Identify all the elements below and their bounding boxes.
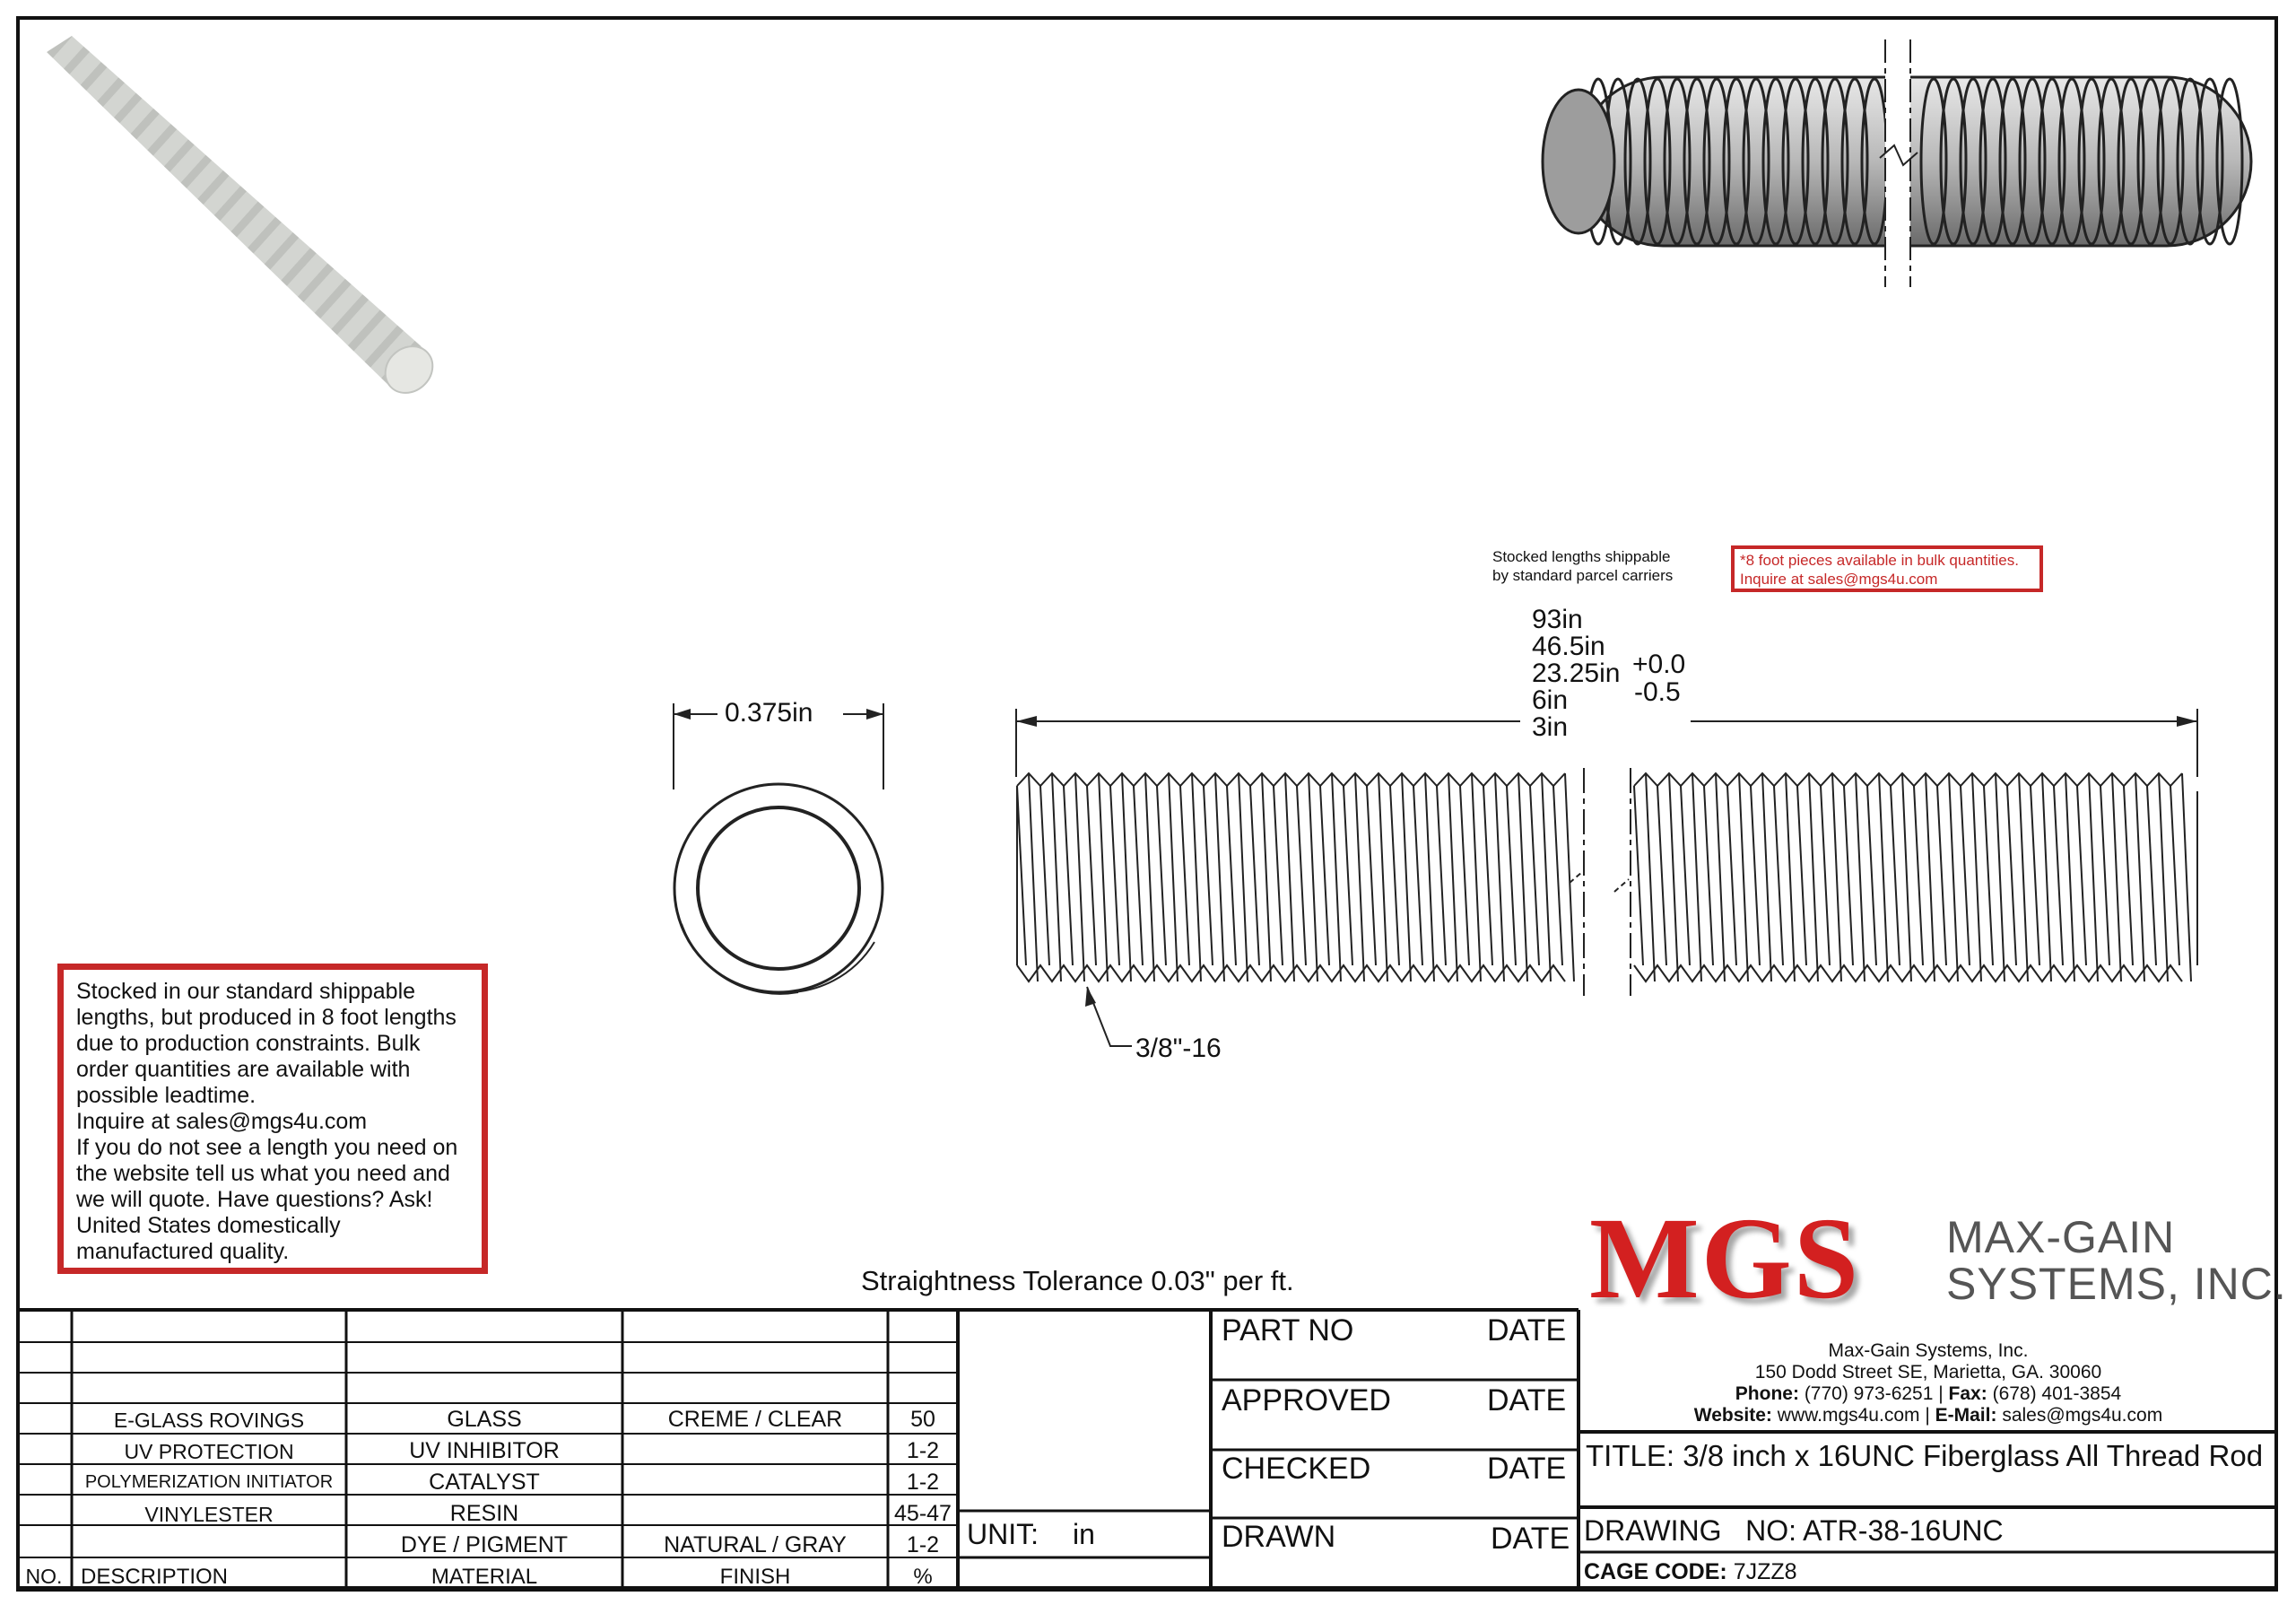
table-cell-material: UV INHIBITOR bbox=[409, 1438, 560, 1463]
thread-root-line bbox=[1553, 786, 1562, 965]
table-cell-percent: 1-2 bbox=[906, 1532, 940, 1557]
phone-number: (770) 973-6251 bbox=[1804, 1383, 1934, 1404]
drawn-label: DRAWN bbox=[1222, 1520, 1336, 1554]
info-line: Inquire at sales@mgs4u.com bbox=[76, 1109, 368, 1134]
thread-crest-line bbox=[1448, 773, 1457, 981]
thread-crest-line bbox=[1145, 773, 1154, 981]
thread-root-line bbox=[1437, 786, 1446, 965]
title-row bbox=[1586, 1439, 2263, 1473]
thread-crest-line bbox=[2019, 773, 2028, 981]
thread-crest-line bbox=[2159, 773, 2168, 981]
thread-root-line bbox=[1134, 786, 1143, 965]
thread-root-line bbox=[1017, 786, 1026, 965]
thread-crest-line bbox=[2135, 773, 2144, 981]
fax-number: (678) 401-3854 bbox=[1992, 1383, 2122, 1404]
table-cell-description: POLYMERIZATION INITIATOR bbox=[84, 1472, 334, 1492]
thread-crest-line bbox=[1809, 773, 1818, 981]
end-view bbox=[674, 703, 883, 994]
address-street: 150 Dodd Street SE, Marietta, GA. 30060 bbox=[1754, 1362, 2102, 1383]
thread-root-line bbox=[1844, 786, 1853, 965]
thread-crest-line bbox=[1332, 773, 1341, 981]
thread-crest-line bbox=[1472, 773, 1481, 981]
length-option: 46.5in bbox=[1532, 632, 1605, 661]
thread-crest-line bbox=[1949, 773, 1958, 981]
thread-crest-line bbox=[1052, 773, 1061, 981]
date-label: DATE bbox=[1487, 1383, 1567, 1417]
thread-crest-line bbox=[1425, 773, 1434, 981]
thread-root-line bbox=[1634, 786, 1643, 965]
thread-root-line bbox=[2147, 786, 2156, 965]
thread-root-line bbox=[1867, 786, 1876, 965]
thread-root-line bbox=[1774, 786, 1783, 965]
bulk-note-line: *8 foot pieces available in bulk quantities. bbox=[1740, 552, 2019, 569]
thread-crest-line bbox=[2182, 773, 2191, 981]
thread-crest-line bbox=[1996, 773, 2005, 981]
thread-root-line bbox=[2031, 786, 2039, 965]
thread-root-line bbox=[1157, 786, 1166, 965]
info-line: we will quote. Have questions? Ask! bbox=[76, 1187, 433, 1212]
unit-label: UNIT: bbox=[967, 1518, 1039, 1550]
thread-root-line bbox=[1483, 786, 1492, 965]
table-header-material: MATERIAL bbox=[430, 1565, 538, 1589]
bulk-note-box bbox=[1731, 545, 2043, 592]
part-no-label: PART NO bbox=[1222, 1313, 1354, 1348]
cage-code-row bbox=[1584, 1559, 1797, 1585]
thread-root-line bbox=[1704, 786, 1713, 965]
thread-crest-line bbox=[1832, 773, 1841, 981]
date-label: DATE bbox=[1491, 1522, 1570, 1556]
thread-root-line bbox=[2170, 786, 2179, 965]
thread-crest-line bbox=[2089, 773, 2098, 981]
table-cell-material: CATALYST bbox=[429, 1470, 540, 1495]
thread-root-line bbox=[1064, 786, 1073, 965]
table-cell-finish: NATURAL / GRAY bbox=[664, 1532, 847, 1557]
info-line: If you do not see a length you need on bbox=[76, 1135, 458, 1160]
thread-root-line bbox=[1751, 786, 1760, 965]
info-line: lengths, but produced in 8 foot lengths bbox=[76, 1005, 457, 1030]
checked-label: CHECKED bbox=[1222, 1452, 1371, 1486]
cage-code-label: CAGE CODE: bbox=[1584, 1559, 1727, 1584]
thread-crest-line bbox=[2112, 773, 2121, 981]
thread-root-line bbox=[1180, 786, 1189, 965]
tolerance-plus: +0.0 bbox=[1632, 650, 1686, 679]
thread-root-line bbox=[2007, 786, 2016, 965]
table-header-percent: % bbox=[913, 1565, 933, 1589]
table-cell-description: VINYLESTER bbox=[144, 1503, 274, 1526]
thread-root-line bbox=[1250, 786, 1259, 965]
table-header-no: NO. bbox=[25, 1565, 63, 1588]
table-cell-description: E-GLASS ROVINGS bbox=[113, 1409, 305, 1432]
address-phone-fax: Phone: (770) 973-6251 | Fax: (678) 401-3854 bbox=[1735, 1383, 2122, 1404]
side-view bbox=[1016, 709, 2197, 1046]
thread-root-line bbox=[1204, 786, 1213, 965]
info-line: United States domestically bbox=[76, 1213, 341, 1238]
drawing-title: 3/8 inch x 16UNC Fiberglass All Thread Rod bbox=[1683, 1439, 2264, 1472]
thread-root-line bbox=[1110, 786, 1119, 965]
thread-root-line bbox=[1087, 786, 1096, 965]
thread-crest-line bbox=[2066, 773, 2074, 981]
rod-3d-render bbox=[1543, 39, 2251, 287]
thread-root-line bbox=[1914, 786, 1923, 965]
bulk-note-line: Inquire at sales@mgs4u.com bbox=[1740, 571, 1938, 588]
website-label: Website: bbox=[1693, 1405, 1772, 1426]
website-link[interactable]: www.mgs4u.com bbox=[1777, 1405, 1920, 1426]
straightness-tolerance: Straightness Tolerance 0.03" per ft. bbox=[861, 1265, 1294, 1296]
thread-crest-line bbox=[1786, 773, 1795, 981]
thread-profile-bottom bbox=[1634, 965, 2182, 981]
thread-crest-line bbox=[1029, 773, 1038, 981]
thread-root-line bbox=[1821, 786, 1830, 965]
thread-root-line bbox=[1727, 786, 1736, 965]
thread-crest-line bbox=[1169, 773, 1178, 981]
address-company: Max-Gain Systems, Inc. bbox=[1828, 1340, 2029, 1361]
thread-root-line bbox=[1891, 786, 1900, 965]
length-option: 6in bbox=[1532, 685, 1569, 715]
thread-root-line bbox=[1274, 786, 1283, 965]
thread-root-line bbox=[1367, 786, 1376, 965]
thread-root-line bbox=[1984, 786, 1993, 965]
fax-label: Fax: bbox=[1948, 1383, 1987, 1404]
stock-note bbox=[1492, 547, 1673, 585]
thread-crest-line bbox=[1972, 773, 1981, 981]
address-web-email: Website: www.mgs4u.com | E-Mail: sales@mgs4u.com bbox=[1693, 1405, 2163, 1426]
thread-root-line bbox=[2077, 786, 2086, 965]
thread-crest-line bbox=[2042, 773, 2051, 981]
info-line: order quantities are available with bbox=[76, 1057, 411, 1082]
table-cell-material: RESIN bbox=[449, 1501, 519, 1526]
thread-crest-line bbox=[1902, 773, 1911, 981]
thread-crest-line bbox=[1378, 773, 1387, 981]
length-option: 23.25in bbox=[1532, 659, 1621, 688]
thread-root-line bbox=[1344, 786, 1352, 965]
thread-crest-line bbox=[1926, 773, 1935, 981]
table-cell-percent: 1-2 bbox=[906, 1438, 940, 1463]
thread-crest-line bbox=[1402, 773, 1411, 981]
thread-root-line bbox=[1797, 786, 1806, 965]
info-box bbox=[57, 964, 488, 1274]
table-cell-percent: 50 bbox=[910, 1407, 935, 1432]
thread-crest-line bbox=[1192, 773, 1201, 981]
length-option: 93in bbox=[1532, 605, 1583, 634]
info-line: Stocked in our standard shippable bbox=[76, 979, 416, 1004]
company-logo: MGS bbox=[1589, 1194, 1861, 1323]
company-name-line2: SYSTEMS, INC. bbox=[1946, 1259, 2287, 1309]
stock-note-line: by standard parcel carriers bbox=[1492, 567, 1674, 584]
stock-note-line: Stocked lengths shippable bbox=[1492, 548, 1671, 565]
thread-crest-line bbox=[1285, 773, 1294, 981]
length-option: 3in bbox=[1532, 712, 1569, 742]
thread-crest-line bbox=[1309, 773, 1318, 981]
phone-label: Phone: bbox=[1735, 1383, 1799, 1404]
table-cell-finish: CREME / CLEAR bbox=[667, 1407, 843, 1432]
thread-crest-line bbox=[1856, 773, 1865, 981]
drawing-number-row bbox=[1584, 1514, 2004, 1548]
table-cell-material: DYE / PIGMENT bbox=[400, 1532, 569, 1557]
thread-root-line bbox=[2100, 786, 2109, 965]
info-line: possible leadtime. bbox=[76, 1083, 257, 1108]
thread-crest-line bbox=[1355, 773, 1364, 981]
company-name-line1: MAX-GAIN bbox=[1946, 1212, 2176, 1262]
table-cell-percent: 45-47 bbox=[894, 1501, 952, 1526]
thread-crest-line bbox=[1099, 773, 1108, 981]
thread-root-line bbox=[2054, 786, 2063, 965]
thread-root-line bbox=[1320, 786, 1329, 965]
cage-code: 7JZZ8 bbox=[1733, 1559, 1797, 1584]
title-label: TITLE: bbox=[1586, 1439, 1675, 1472]
thread-root-line bbox=[1530, 786, 1539, 965]
thread-crest-line bbox=[1542, 773, 1551, 981]
thread-crest-line bbox=[1565, 773, 1574, 981]
thread-crest-line bbox=[1518, 773, 1527, 981]
thread-root-line bbox=[1681, 786, 1690, 965]
thread-crest-line bbox=[1239, 773, 1248, 981]
table-header-description: DESCRIPTION bbox=[81, 1565, 229, 1589]
thread-root-line bbox=[1227, 786, 1236, 965]
unit-value: in bbox=[1073, 1518, 1095, 1550]
date-label: DATE bbox=[1487, 1313, 1567, 1348]
table-cell-percent: 1-2 bbox=[906, 1470, 940, 1495]
thread-root-line bbox=[1961, 786, 1970, 965]
thread-root-line bbox=[1390, 786, 1399, 965]
thread-crest-line bbox=[1716, 773, 1725, 981]
thread-root-line bbox=[1657, 786, 1666, 965]
thread-root-line bbox=[1040, 786, 1049, 965]
approved-label: APPROVED bbox=[1222, 1383, 1391, 1417]
info-line: due to production constraints. Bulk bbox=[76, 1031, 421, 1056]
thread-crest-line bbox=[1879, 773, 1888, 981]
drawing-number: ATR-38-16UNC bbox=[1803, 1514, 2004, 1547]
thread-root-line bbox=[1460, 786, 1469, 965]
table-cell-description: UV PROTECTION bbox=[124, 1440, 294, 1463]
info-line: manufactured quality. bbox=[76, 1239, 290, 1264]
info-line: the website tell us what you need and bbox=[76, 1161, 450, 1186]
thread-crest-line bbox=[1762, 773, 1771, 981]
thread-crest-line bbox=[1215, 773, 1224, 981]
thread-crest-line bbox=[1075, 773, 1084, 981]
thread-root-line bbox=[1413, 786, 1422, 965]
thread-crest-line bbox=[1646, 773, 1655, 981]
thread-crest-line bbox=[1122, 773, 1131, 981]
thread-crest-line bbox=[1669, 773, 1678, 981]
thread-crest-line bbox=[1739, 773, 1748, 981]
email-link[interactable]: sales@mgs4u.com bbox=[2002, 1405, 2163, 1426]
email-label: E-Mail: bbox=[1935, 1405, 1997, 1426]
length-options bbox=[1532, 606, 1620, 741]
thread-root-line bbox=[1937, 786, 1946, 965]
thread-crest-line bbox=[1262, 773, 1271, 981]
thread-crest-line bbox=[1692, 773, 1701, 981]
thread-callout: 3/8"-16 bbox=[1135, 1034, 1222, 1063]
diameter-dimension: 0.375in bbox=[725, 698, 813, 728]
thread-root-line bbox=[1507, 786, 1516, 965]
drawing-number-label: DRAWING NO: bbox=[1584, 1514, 1797, 1547]
thread-crest-line bbox=[1495, 773, 1504, 981]
thread-profile-bottom bbox=[1017, 965, 1565, 981]
thread-root-line bbox=[1297, 786, 1306, 965]
tolerance-minus: -0.5 bbox=[1634, 677, 1681, 707]
rod-photo bbox=[47, 36, 442, 403]
table-cell-material: GLASS bbox=[447, 1407, 522, 1432]
table-header-finish: FINISH bbox=[719, 1565, 791, 1589]
date-label: DATE bbox=[1487, 1452, 1567, 1486]
thread-root-line bbox=[2124, 786, 2133, 965]
